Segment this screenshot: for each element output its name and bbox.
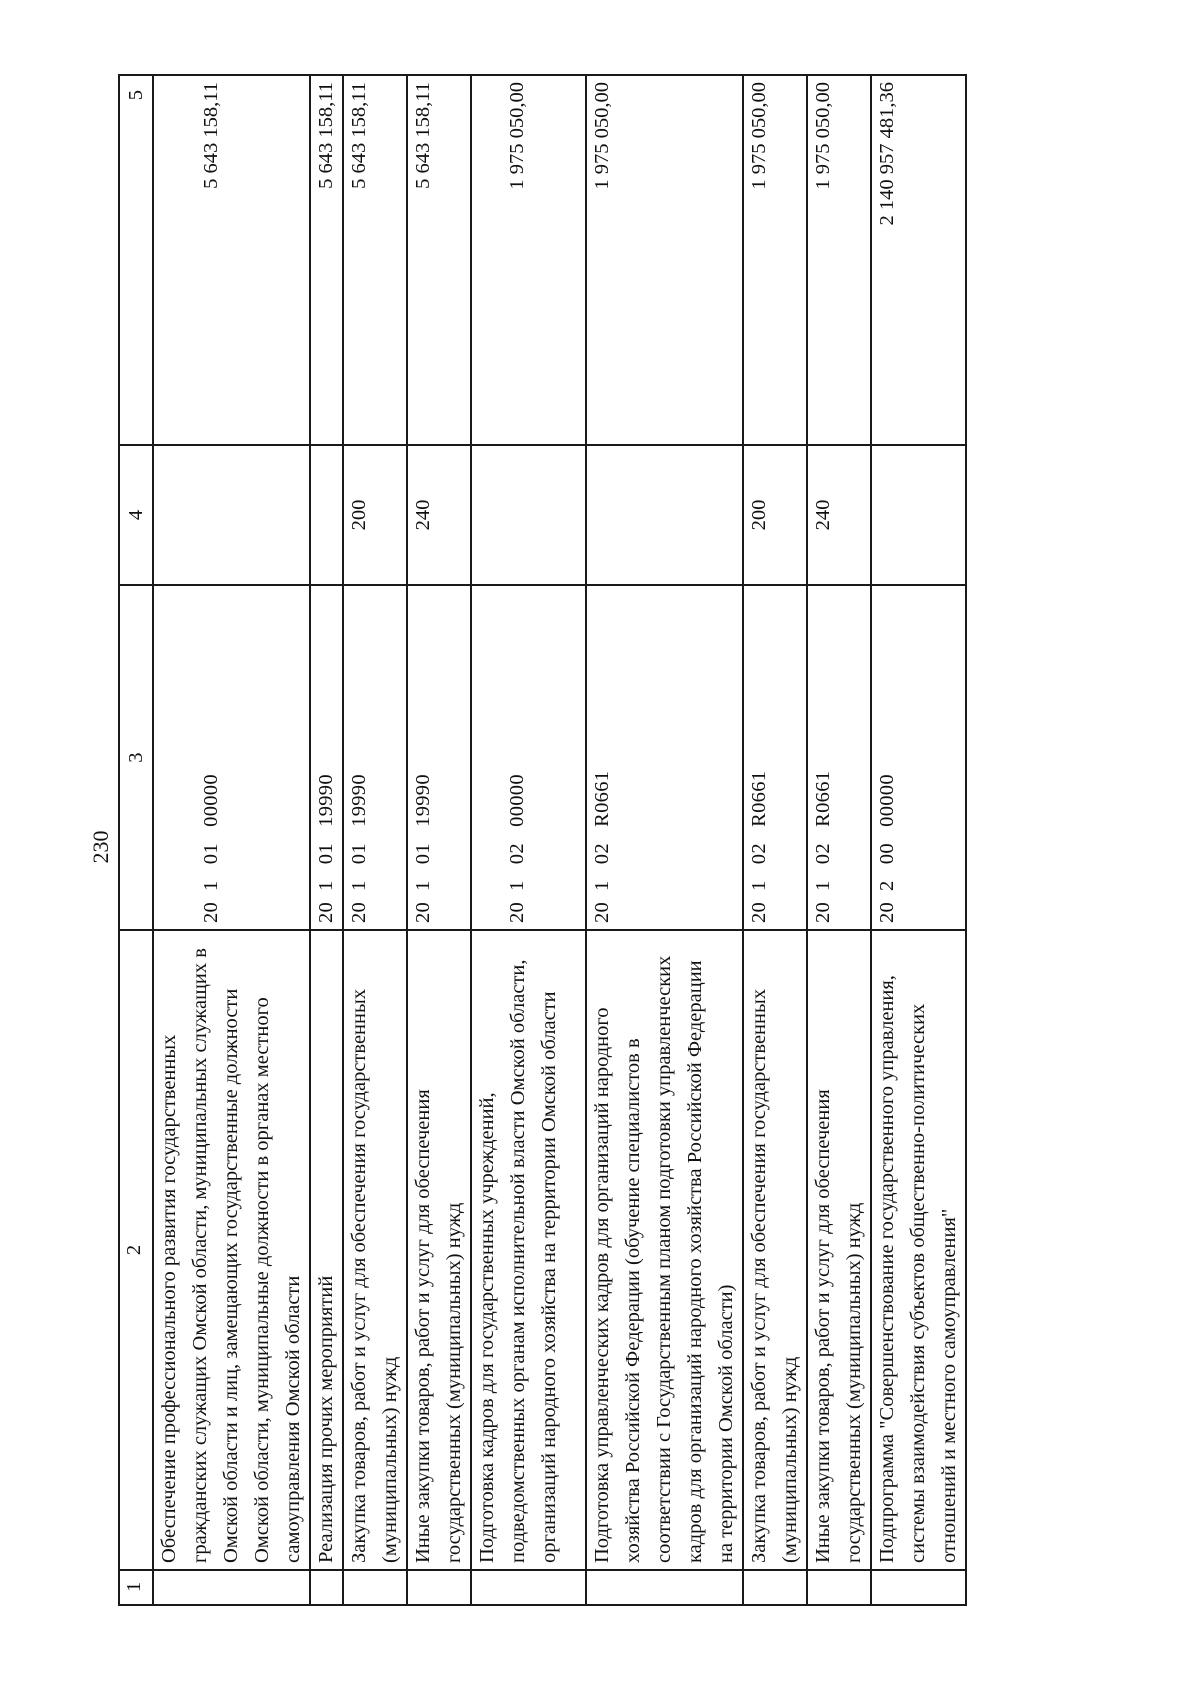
- row-amount-cell: 1 975 050,00: [743, 75, 807, 445]
- row-code-cell: 20 1 01 19990: [407, 585, 471, 930]
- table-row: [743, 75, 807, 1605]
- row-number-cell: [343, 1570, 407, 1605]
- row-number-cell: [586, 1570, 743, 1605]
- row-name-cell: Обеспечение профессионального развития государственных гражданских служащих Омской области, муниципальных служащих в Омской области и лиц, замещающих государственные должности Омской области, муниципальные должности в органах местного самоуправления Омской области: [153, 930, 310, 1570]
- row-type-cell: [586, 445, 743, 585]
- row-type-cell: [310, 445, 343, 585]
- row-type-cell: 240: [407, 445, 471, 585]
- row-amount-cell: 1 975 050,00: [471, 75, 586, 445]
- row-number-cell: [471, 1570, 586, 1605]
- column-header-4: 4: [119, 445, 153, 585]
- row-type-cell: [153, 445, 310, 585]
- row-number-cell: [153, 1570, 310, 1605]
- page-number: 230: [88, 830, 113, 864]
- row-type-cell: [871, 445, 966, 585]
- row-number-cell: [407, 1570, 471, 1605]
- row-amount-cell: 5 643 158,11: [153, 75, 310, 445]
- row-name-cell: Закупка товаров, работ и услуг для обеспечения государственных (муниципальных) нужд: [343, 930, 407, 1570]
- column-header-2: 2: [119, 930, 153, 1570]
- row-amount-cell: 2 140 957 481,36: [871, 75, 966, 445]
- row-name-cell: Закупка товаров, работ и услуг для обеспечения государственных (муниципальных) нужд: [743, 930, 807, 1570]
- column-header-5: 5: [119, 75, 153, 445]
- row-code-cell: 20 1 02 R0661: [743, 585, 807, 930]
- row-number-cell: [871, 1570, 966, 1605]
- table-row: [807, 75, 871, 1605]
- row-name-cell: Подготовка управленческих кадров для организаций народного хозяйства Российской Федерации (обучение специалистов в соответствии с Государственным планом подготовки управленческих кадров для организаций народного хозяйства Российской Федерации на территории Омской области): [586, 930, 743, 1570]
- row-name-cell: Иные закупки товаров, работ и услуг для обеспечения государственных (муниципальных) нужд: [807, 930, 871, 1570]
- row-code-cell: 20 1 02 R0661: [586, 585, 743, 930]
- column-header-3: 3: [119, 585, 153, 930]
- row-type-cell: 200: [343, 445, 407, 585]
- row-number-cell: [807, 1570, 871, 1605]
- row-name-cell: Иные закупки товаров, работ и услуг для обеспечения государственных (муниципальных) нужд: [407, 930, 471, 1570]
- row-name-cell: Реализация прочих мероприятий: [310, 930, 343, 1570]
- budget-table: [118, 74, 967, 1606]
- row-code-cell: 20 1 01 19990: [310, 585, 343, 930]
- row-name-cell: Подготовка кадров для государственных учреждений, подведомственных органам исполнительной власти Омской области, организаций народного хозяйства на территории Омской области: [471, 930, 586, 1570]
- row-name-cell: Подпрограмма "Совершенствование государственного управления, системы взаимодействия субъектов общественно-политических отношений и местного самоуправления": [871, 930, 966, 1570]
- row-type-cell: [471, 445, 586, 585]
- table-row: [586, 75, 743, 1605]
- row-code-cell: 20 1 02 00000: [471, 585, 586, 930]
- row-code-cell: 20 1 01 00000: [153, 585, 310, 930]
- table-row: [310, 75, 343, 1605]
- column-header-1: 1: [119, 1570, 153, 1605]
- row-code-cell: 20 2 00 00000: [871, 585, 966, 930]
- table-row: [871, 75, 966, 1605]
- table-row: [471, 75, 586, 1605]
- row-code-cell: 20 1 01 19990: [343, 585, 407, 930]
- row-amount-cell: 1 975 050,00: [807, 75, 871, 445]
- table-header-row: [119, 75, 153, 1605]
- row-amount-cell: 5 643 158,11: [310, 75, 343, 445]
- row-number-cell: [310, 1570, 343, 1605]
- row-number-cell: [743, 1570, 807, 1605]
- row-amount-cell: 1 975 050,00: [586, 75, 743, 445]
- table-row: [407, 75, 471, 1605]
- row-amount-cell: 5 643 158,11: [343, 75, 407, 445]
- row-type-cell: 240: [807, 445, 871, 585]
- table-row: [153, 75, 310, 1605]
- row-amount-cell: 5 643 158,11: [407, 75, 471, 445]
- row-code-cell: 20 1 02 R0661: [807, 585, 871, 930]
- table-row: [343, 75, 407, 1605]
- row-type-cell: 200: [743, 445, 807, 585]
